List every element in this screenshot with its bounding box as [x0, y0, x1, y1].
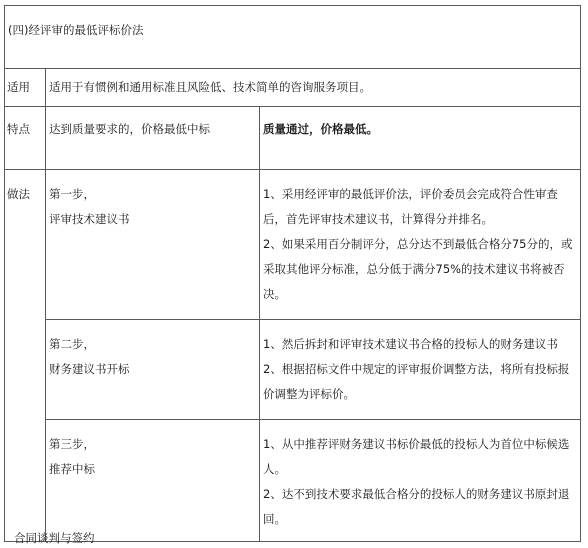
- step-1-detail-2: 2、如果采用百分制评分，总分达不到最低合格分75分的，或采取其他评分标准，总分低于满分75%的技术建议书将被否决。: [263, 237, 573, 301]
- step-3-name: 推荐中标: [49, 462, 95, 476]
- step-1-name: 评审技术建议书: [49, 212, 130, 226]
- step-3-detail-2: 2、达不到技术要求最低合格分的投标人的财务建议书原封退回。: [263, 487, 570, 526]
- evaluation-method-table: [4, 5, 581, 542]
- step-2-detail-1: 1、然后拆封和评审技术建议书合格的投标人的财务建议书: [263, 337, 558, 351]
- features-label: 特点: [5, 107, 46, 170]
- step-row-3: [5, 420, 581, 542]
- table-title: (四)经评审的最低评标价法: [5, 6, 581, 69]
- step-2-name: 财务建议书开标: [49, 362, 130, 376]
- applicable-row: [5, 69, 581, 107]
- step-1-number: 第一步，: [49, 187, 95, 201]
- step-2-number: 第二步，: [49, 337, 95, 351]
- features-row: [5, 107, 581, 170]
- step-3-detail-1: 1、从中推荐评财务建议书标价最低的投标人为首位中标候选人。: [263, 437, 570, 476]
- step-1-detail-1: 1、采用经评审的最低评价法，评价委员会完成符合性审查后，首先评审技术建议书，计算得分并排名。: [263, 187, 558, 226]
- applicable-content: 适用于有惯例和通用标准且风险低、技术简单的咨询服务项目。: [46, 69, 581, 107]
- step-2-detail-2: 2、根据招标文件中规定的评审报价调整方法，将所有投标报价调整为评标价。: [263, 362, 570, 401]
- features-detail: 质量通过，价格最低。: [260, 107, 581, 170]
- footer-partial-text: 合同谈判与签约: [14, 531, 95, 545]
- method-label: 做法: [5, 170, 46, 542]
- step-row-2: [5, 320, 581, 420]
- step-row-1: [5, 170, 581, 320]
- applicable-label: 适用: [5, 69, 46, 107]
- features-content: 达到质量要求的，价格最低中标: [46, 107, 260, 170]
- step-3-number: 第三步，: [49, 437, 95, 451]
- title-row: [5, 6, 581, 69]
